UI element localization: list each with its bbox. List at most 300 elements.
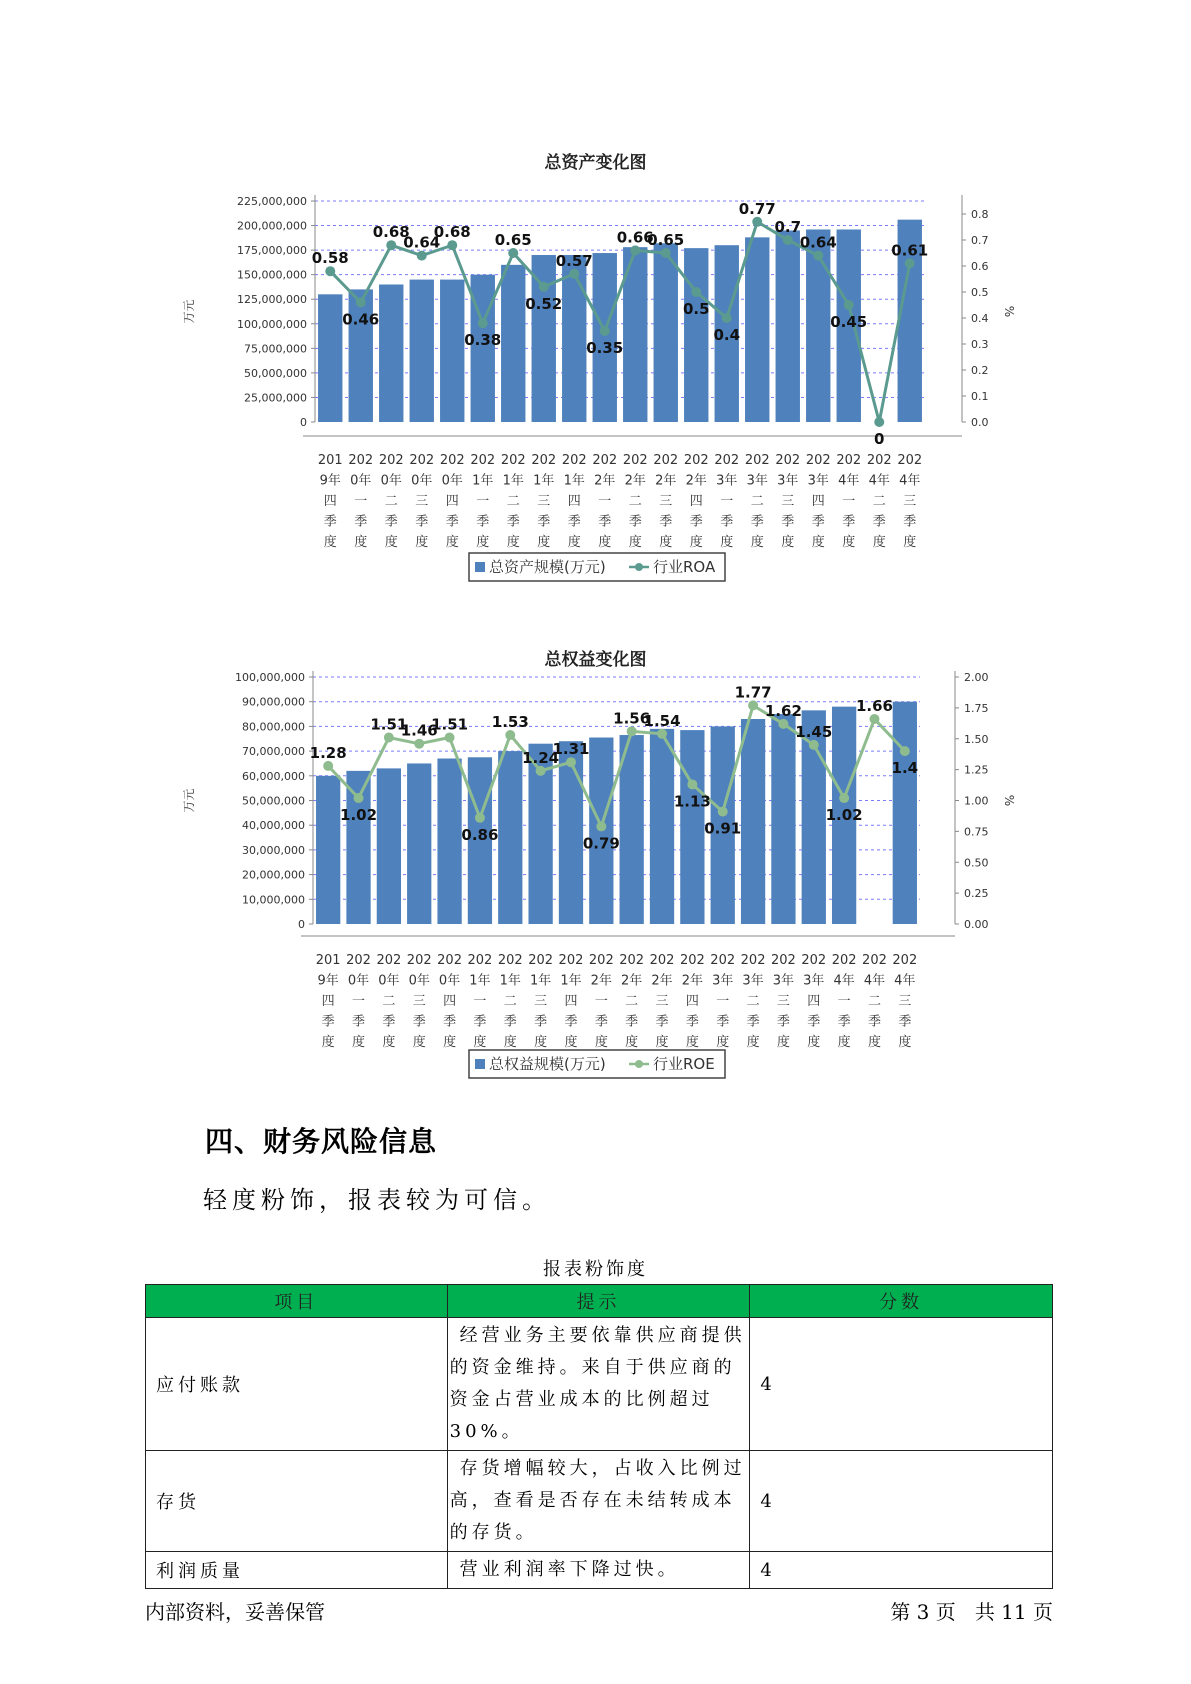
svg-text:202: 202: [528, 953, 554, 968]
bar: [407, 763, 431, 924]
svg-text:一: 一: [716, 994, 730, 1009]
line-point: [630, 245, 640, 255]
svg-text:季: 季: [842, 514, 856, 530]
legend-line-label: 行业ROA: [653, 558, 716, 576]
svg-text:202: 202: [897, 453, 923, 468]
y2-tick-label: 0.4: [971, 312, 989, 325]
svg-text:季: 季: [898, 1014, 912, 1030]
svg-text:二: 二: [384, 494, 398, 509]
svg-text:三: 三: [534, 994, 548, 1009]
svg-text:202: 202: [409, 453, 435, 468]
bar: [498, 751, 522, 924]
legend: [469, 1050, 725, 1078]
bar: [562, 255, 586, 422]
header-score: 分数: [750, 1285, 1053, 1318]
line-point: [900, 746, 910, 756]
svg-text:度: 度: [625, 1035, 639, 1050]
x-tick-label: [316, 953, 341, 1050]
bar: [559, 741, 583, 924]
svg-text:202: 202: [862, 953, 887, 968]
svg-text:1年: 1年: [499, 973, 521, 989]
row-hint: 存货增幅较大，占收入比例过高，查看是否存在未结转成本的存货。: [447, 1451, 750, 1552]
y-tick-label: 40,000,000: [242, 819, 305, 833]
svg-text:度: 度: [655, 1035, 669, 1050]
x-tick-label: [867, 453, 892, 550]
svg-text:季: 季: [412, 1014, 426, 1030]
svg-text:202: 202: [592, 453, 618, 468]
svg-text:三: 三: [655, 994, 669, 1009]
bar: [318, 294, 342, 422]
svg-text:季: 季: [473, 1014, 487, 1030]
line-point: [354, 793, 364, 803]
svg-text:3年: 3年: [777, 473, 799, 489]
y-tick-label: 20,000,000: [242, 868, 305, 882]
data-label: 0.57: [555, 251, 593, 270]
line-point: [384, 733, 394, 743]
line-point: [596, 821, 606, 831]
svg-text:三: 三: [659, 494, 673, 509]
data-label: 0.5: [682, 300, 710, 318]
svg-text:度: 度: [807, 1035, 821, 1050]
data-label: 1.51: [431, 715, 469, 734]
x-tick-label: [623, 453, 648, 550]
equity-chart: [0, 671, 1191, 1100]
line-point: [752, 217, 762, 227]
svg-text:二: 二: [625, 994, 639, 1009]
data-label: 0.79: [582, 834, 620, 853]
svg-text:0年: 0年: [347, 973, 370, 989]
line-point: [839, 793, 849, 803]
svg-text:季: 季: [352, 1014, 366, 1030]
svg-text:4年: 4年: [894, 973, 916, 989]
bar: [776, 230, 800, 422]
svg-text:3年: 3年: [772, 973, 795, 989]
table-row: [146, 1318, 1053, 1451]
svg-text:202: 202: [679, 953, 705, 968]
svg-text:度: 度: [382, 1035, 396, 1050]
svg-text:202: 202: [771, 953, 796, 968]
line-point: [627, 726, 637, 736]
line-point: [874, 417, 884, 427]
assets-chart-title: 总资产变化图: [544, 153, 647, 173]
svg-text:202: 202: [348, 453, 374, 468]
svg-text:度: 度: [476, 535, 490, 550]
svg-text:0年: 0年: [441, 473, 463, 489]
line-point: [386, 240, 396, 250]
x-tick-label: [470, 453, 495, 550]
x-tick-label: [498, 953, 523, 1050]
line-point: [813, 251, 823, 261]
svg-text:季: 季: [628, 514, 642, 530]
x-tick-label: [680, 953, 705, 1050]
svg-text:202: 202: [714, 453, 740, 468]
y2-axis-title: %: [1002, 305, 1016, 318]
x-tick-label: [836, 453, 861, 550]
risk-table: [145, 1284, 1053, 1589]
y-tick-label: 175,000,000: [237, 244, 307, 258]
svg-text:度: 度: [503, 1035, 517, 1050]
x-tick-label: [832, 953, 857, 1050]
table-row: [146, 1451, 1053, 1552]
svg-text:一: 一: [352, 994, 366, 1009]
data-label: 1.53: [491, 713, 529, 732]
y2-tick-label: 0.7: [971, 234, 989, 247]
bar: [680, 730, 704, 924]
section-paragraph: 轻度粉饰，报表较为可信。: [203, 1186, 551, 1214]
bar: [440, 280, 464, 422]
line-point: [475, 813, 485, 823]
x-tick-label: [528, 953, 553, 1050]
svg-text:季: 季: [659, 514, 673, 530]
line-point: [445, 733, 455, 743]
svg-text:三: 三: [898, 994, 912, 1009]
x-tick-label: [619, 953, 644, 1050]
svg-text:季: 季: [323, 514, 337, 530]
bar: [410, 280, 434, 422]
svg-text:二: 二: [867, 994, 881, 1009]
svg-text:三: 三: [903, 494, 917, 509]
svg-text:一: 一: [837, 994, 851, 1009]
svg-text:季: 季: [655, 1014, 669, 1030]
line-point: [722, 313, 732, 323]
y-tick-label: 10,000,000: [242, 893, 305, 907]
x-tick-label: [684, 453, 709, 550]
line-point: [600, 326, 610, 336]
svg-text:202: 202: [500, 453, 526, 468]
x-tick-label: [650, 953, 675, 1050]
svg-text:三: 三: [412, 994, 426, 1009]
svg-text:4年: 4年: [833, 973, 855, 989]
y2-tick-label: 0.1: [971, 390, 989, 403]
svg-text:202: 202: [346, 953, 371, 968]
row-score: 4: [750, 1318, 1053, 1451]
svg-text:二: 二: [872, 494, 886, 509]
svg-text:202: 202: [836, 453, 862, 468]
svg-text:度: 度: [323, 535, 337, 550]
data-label: 0.68: [372, 223, 410, 242]
row-hint: 经营业务主要依靠供应商提供的资金维持。来自于供应商的资金占营业成本的比例超过30%。: [447, 1318, 750, 1451]
svg-text:度: 度: [720, 535, 734, 550]
x-tick-label: [897, 453, 922, 550]
svg-text:2年: 2年: [590, 973, 612, 989]
svg-text:一: 一: [598, 494, 612, 509]
bar: [437, 759, 461, 924]
svg-text:季: 季: [537, 514, 551, 530]
svg-text:四: 四: [811, 494, 825, 509]
svg-text:度: 度: [872, 535, 886, 550]
svg-text:度: 度: [781, 535, 795, 550]
svg-text:四: 四: [567, 494, 581, 509]
data-label: 0.86: [461, 825, 499, 844]
x-tick-label: [348, 453, 373, 550]
x-tick-label: [714, 453, 739, 550]
svg-text:度: 度: [689, 535, 703, 550]
svg-text:二: 二: [503, 994, 517, 1009]
svg-text:季: 季: [564, 1014, 578, 1030]
line-point: [505, 730, 515, 740]
line-point: [325, 266, 335, 276]
y2-tick-label: 0.00: [964, 918, 989, 931]
row-item: 存货: [146, 1451, 448, 1552]
row-score: 4: [750, 1552, 1053, 1589]
data-label: 1.13: [673, 792, 711, 811]
svg-text:一: 一: [473, 994, 487, 1009]
svg-text:202: 202: [775, 453, 801, 468]
y-tick-label: 80,000,000: [242, 720, 305, 734]
legend-bar-swatch: [475, 562, 485, 572]
legend-bar-label: 总资产规模(万元): [489, 558, 606, 576]
svg-text:季: 季: [506, 514, 520, 530]
y-axis-title: 万元: [182, 299, 196, 324]
svg-text:1年: 1年: [533, 473, 555, 489]
svg-text:3年: 3年: [807, 473, 829, 489]
y2-tick-label: 1.50: [964, 732, 989, 746]
bar: [650, 729, 674, 924]
svg-text:度: 度: [598, 535, 612, 550]
y-tick-label: 90,000,000: [242, 695, 305, 709]
svg-text:2年: 2年: [624, 473, 646, 489]
line-point: [414, 739, 424, 749]
bar: [501, 265, 525, 422]
data-label: 0.38: [464, 331, 502, 350]
svg-text:度: 度: [506, 535, 520, 550]
y2-tick-label: 0.3: [971, 338, 989, 351]
svg-text:202: 202: [740, 953, 766, 968]
x-tick-label: [409, 453, 434, 550]
y2-tick-label: 1.25: [964, 763, 989, 777]
svg-text:2年: 2年: [651, 973, 673, 989]
data-label: 0: [874, 430, 885, 448]
y2-tick-label: 0.8: [971, 208, 989, 221]
svg-text:季: 季: [716, 1014, 730, 1030]
x-tick-label: [862, 953, 887, 1050]
svg-text:1年: 1年: [529, 973, 552, 989]
svg-text:202: 202: [622, 453, 648, 468]
data-label: 1.77: [734, 683, 772, 702]
svg-text:季: 季: [567, 514, 581, 530]
svg-text:季: 季: [746, 1014, 760, 1030]
y-tick-label: 75,000,000: [244, 342, 307, 356]
svg-text:四: 四: [445, 494, 459, 509]
svg-text:2年: 2年: [685, 473, 707, 489]
svg-text:4年: 4年: [868, 473, 890, 489]
svg-text:一: 一: [476, 494, 490, 509]
x-tick-label: [468, 953, 493, 1050]
y-tick-label: 200,000,000: [237, 219, 307, 233]
data-label: 0.91: [704, 819, 742, 838]
svg-text:二: 二: [746, 994, 760, 1009]
svg-text:季: 季: [872, 514, 886, 530]
svg-text:3年: 3年: [712, 973, 734, 989]
y-tick-label: 225,000,000: [237, 195, 307, 208]
line-point: [356, 297, 366, 307]
y2-tick-label: 0.50: [964, 856, 989, 870]
svg-text:度: 度: [750, 535, 764, 550]
svg-text:202: 202: [467, 953, 493, 968]
y2-tick-label: 0.2: [971, 364, 989, 377]
x-tick-label: [376, 953, 401, 1050]
svg-text:度: 度: [842, 535, 856, 550]
y-tick-label: 50,000,000: [242, 794, 305, 808]
y-tick-label: 70,000,000: [242, 745, 305, 759]
svg-text:季: 季: [625, 1014, 639, 1030]
x-tick-label: [775, 453, 800, 550]
table-row: [146, 1552, 1053, 1589]
svg-text:202: 202: [497, 953, 523, 968]
data-label: 0.65: [494, 231, 532, 249]
svg-text:四: 四: [689, 494, 703, 509]
svg-text:季: 季: [598, 514, 612, 530]
table-caption: 报表粉饰度: [543, 1259, 648, 1280]
svg-text:度: 度: [685, 1035, 699, 1050]
y-tick-label: 100,000,000: [235, 671, 305, 684]
svg-text:二: 二: [506, 494, 520, 509]
data-label: 1.4: [891, 759, 919, 778]
svg-text:度: 度: [352, 1035, 366, 1050]
data-label: 1.31: [552, 740, 590, 759]
svg-text:度: 度: [321, 1035, 335, 1050]
svg-text:度: 度: [746, 1035, 760, 1050]
svg-text:一: 一: [720, 494, 734, 509]
svg-text:季: 季: [750, 514, 764, 530]
svg-text:三: 三: [415, 494, 429, 509]
y-tick-label: 0: [300, 416, 307, 429]
y2-tick-label: 0.75: [964, 825, 989, 839]
data-label: 1.62: [764, 701, 802, 720]
svg-text:度: 度: [903, 535, 917, 550]
x-tick-label: [653, 453, 678, 550]
legend-bar-swatch: [475, 1059, 485, 1069]
svg-text:2年: 2年: [681, 973, 704, 989]
data-label: 0.58: [311, 249, 349, 268]
bar: [379, 284, 403, 422]
svg-text:度: 度: [443, 1035, 457, 1050]
x-tick-label: [806, 453, 831, 550]
svg-text:四: 四: [321, 994, 335, 1009]
y-tick-label: 100,000,000: [237, 317, 307, 331]
y-tick-label: 60,000,000: [242, 769, 305, 783]
data-label: 0.4: [713, 326, 741, 344]
svg-text:四: 四: [443, 994, 457, 1009]
assets-chart: [0, 180, 1191, 600]
bar: [654, 243, 678, 422]
svg-text:季: 季: [776, 1014, 790, 1030]
svg-text:202: 202: [710, 953, 736, 968]
svg-text:1年: 1年: [502, 473, 524, 489]
y2-tick-label: 0.25: [964, 887, 989, 901]
data-label: 0.35: [586, 339, 624, 357]
line-point: [478, 318, 488, 328]
data-label: 0.65: [647, 231, 685, 249]
svg-text:202: 202: [561, 453, 587, 468]
svg-text:季: 季: [807, 1014, 821, 1030]
data-label: 1.46: [400, 721, 438, 740]
equity-chart-title: 总权益变化图: [544, 650, 647, 670]
svg-text:202: 202: [558, 953, 584, 968]
x-tick-label: [437, 953, 462, 1050]
svg-text:202: 202: [744, 453, 770, 468]
svg-text:202: 202: [866, 453, 892, 468]
svg-text:季: 季: [837, 1014, 851, 1030]
legend-line-marker: [635, 563, 643, 571]
x-tick-label: [741, 953, 766, 1050]
svg-text:二: 二: [750, 494, 764, 509]
y2-tick-label: 1.75: [964, 701, 989, 715]
svg-text:季: 季: [867, 1014, 881, 1030]
line-point: [844, 300, 854, 310]
svg-text:0年: 0年: [380, 473, 402, 489]
svg-text:度: 度: [564, 1035, 578, 1050]
svg-text:度: 度: [415, 535, 429, 550]
row-hint: 营业利润率下降过快。: [447, 1552, 750, 1589]
svg-text:季: 季: [503, 1014, 517, 1030]
line-point: [748, 700, 758, 710]
data-label: 1.02: [825, 806, 863, 825]
line-point: [869, 714, 879, 724]
x-tick-label: [589, 953, 614, 1050]
svg-text:四: 四: [807, 994, 821, 1009]
data-label: 1.02: [340, 806, 378, 825]
data-label: 0.7: [774, 218, 802, 236]
header-item: 项目: [146, 1285, 448, 1318]
svg-text:三: 三: [776, 994, 790, 1009]
bar: [684, 248, 708, 422]
svg-text:201: 201: [317, 453, 343, 468]
svg-text:4年: 4年: [899, 473, 921, 489]
bar: [741, 719, 765, 924]
svg-text:202: 202: [406, 953, 432, 968]
line-point: [539, 282, 549, 292]
x-tick-label: [745, 453, 770, 550]
svg-text:2年: 2年: [621, 973, 643, 989]
svg-text:2年: 2年: [655, 473, 677, 489]
svg-text:度: 度: [412, 1035, 426, 1050]
svg-text:9年: 9年: [317, 973, 339, 989]
x-tick-label: [562, 453, 587, 550]
data-label: 1.28: [309, 743, 347, 762]
svg-text:季: 季: [781, 514, 795, 530]
line-point: [569, 269, 579, 279]
line-point: [417, 251, 427, 261]
bar: [532, 255, 556, 422]
x-tick-label: [559, 953, 584, 1050]
y2-axis-title: %: [1002, 794, 1016, 807]
line-point: [783, 235, 793, 245]
svg-text:度: 度: [594, 1035, 608, 1050]
line-point: [566, 757, 576, 767]
y-axis-title: 万元: [182, 788, 196, 813]
svg-text:0年: 0年: [350, 473, 372, 489]
svg-text:季: 季: [445, 514, 459, 530]
line-point: [778, 719, 788, 729]
svg-text:1年: 1年: [469, 973, 491, 989]
y-tick-label: 30,000,000: [242, 843, 305, 857]
svg-text:202: 202: [653, 453, 679, 468]
svg-text:202: 202: [588, 953, 614, 968]
bar: [593, 253, 617, 422]
x-tick-label: [318, 453, 343, 550]
svg-text:季: 季: [476, 514, 490, 530]
bar: [771, 714, 795, 924]
svg-text:度: 度: [384, 535, 398, 550]
y-tick-label: 0: [298, 918, 305, 931]
svg-text:3年: 3年: [716, 473, 738, 489]
x-tick-label: [892, 953, 917, 1050]
svg-text:3年: 3年: [742, 973, 764, 989]
x-tick-label: [407, 953, 432, 1050]
svg-text:季: 季: [594, 1014, 608, 1030]
svg-text:四: 四: [685, 994, 699, 1009]
